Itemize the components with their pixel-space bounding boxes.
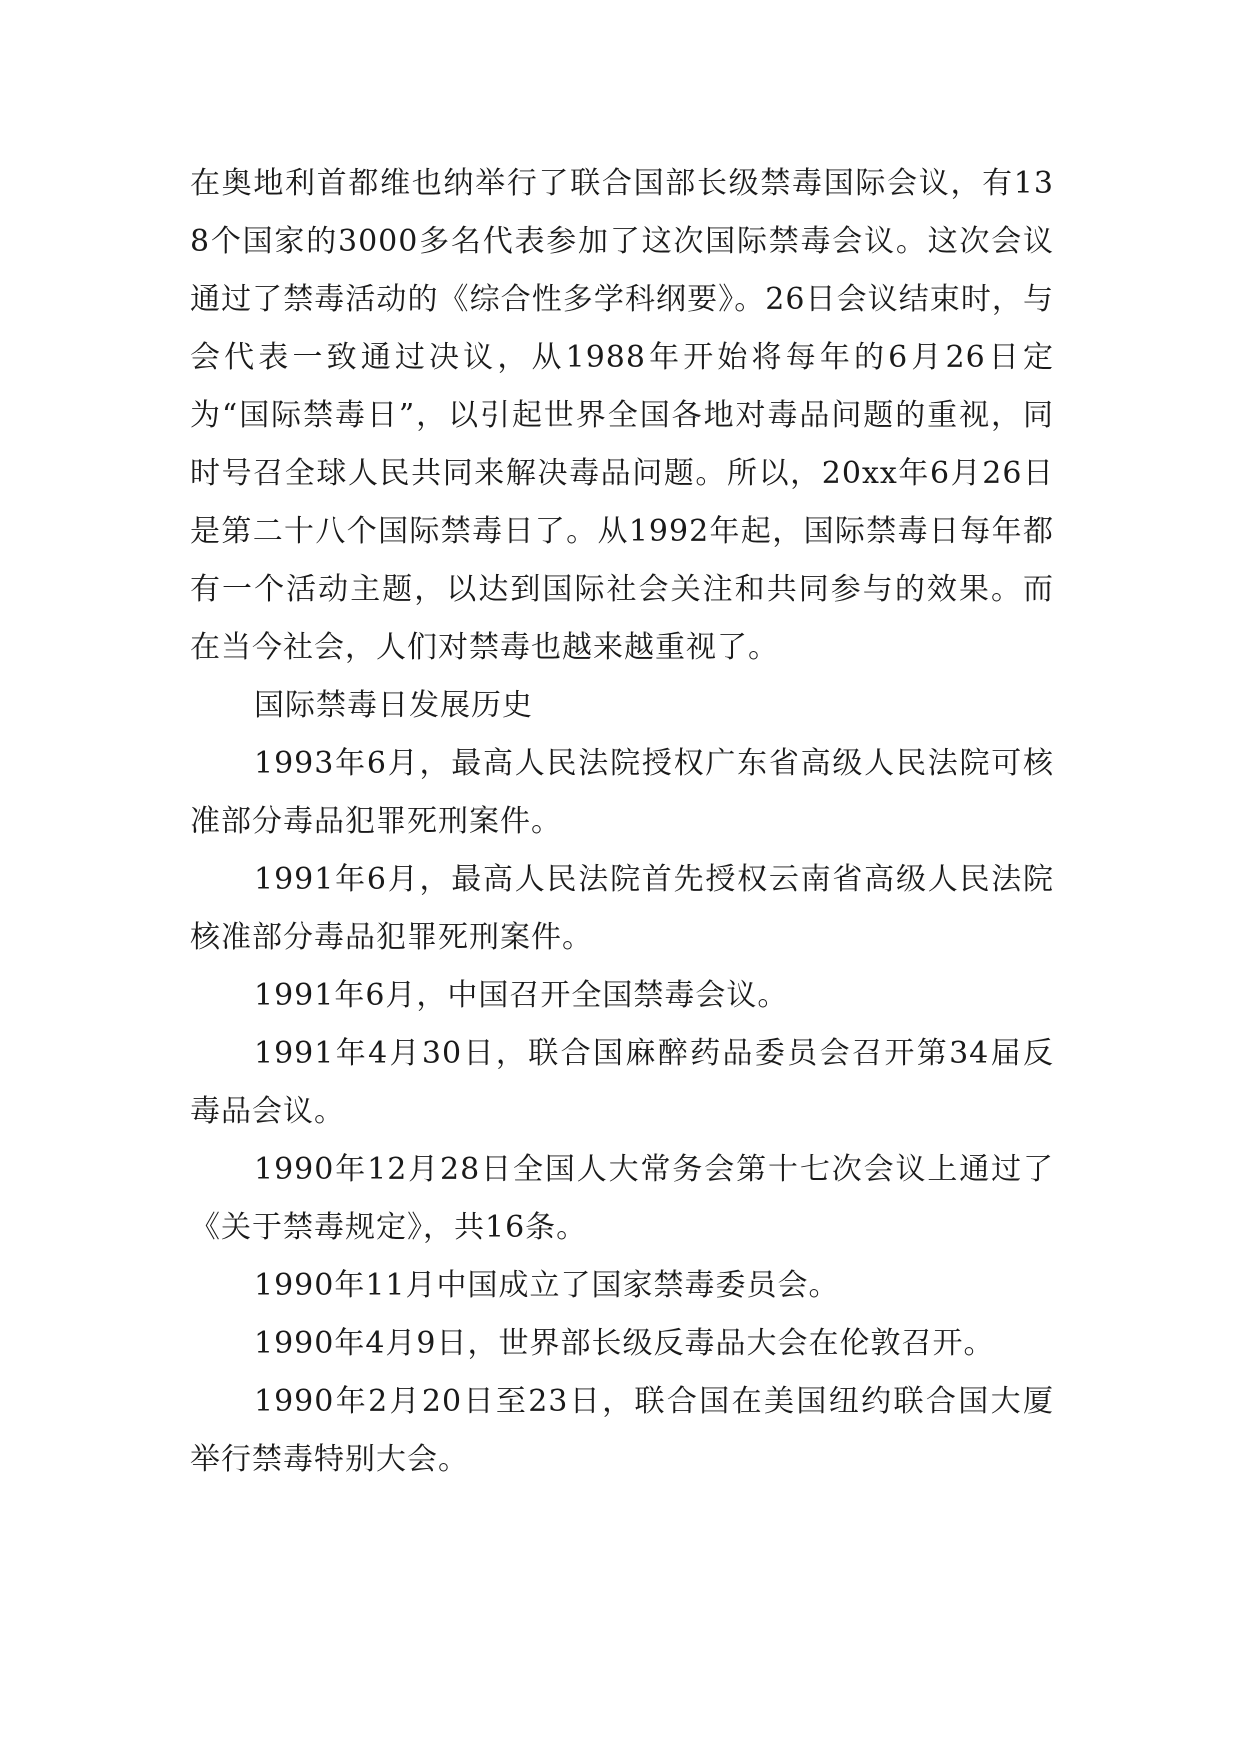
document-page xyxy=(190,155,1054,1489)
history-entry: 1990年12月28日全国人大常务会第十七次会议上通过了《关于禁毒规定》，共16条。 xyxy=(190,1152,1054,1245)
history-entry: 1990年11月中国成立了国家禁毒委员会。 xyxy=(254,1268,840,1303)
history-entry: 1990年4月9日，世界部长级反毒品大会在伦敦召开。 xyxy=(254,1326,995,1361)
paragraph-intro: 在奥地利首都维也纳举行了联合国部长级禁毒国际会议，有138个国家的3000多名代表参加了这次国际禁毒会议。这次会议通过了禁毒活动的《综合性多学科纲要》。26日会议结束时，与会代表一致通过决议，从1988年开始将每年的6月26日定为“国际禁毒日”，以引起世界全国各地对毒品问题的重视，同时号召全球人民共同来解决毒品问题。所以，20xx年6月26日是第二十八个国际禁毒日了。从1992年起，国际禁毒日每年都有一个活动主题，以达到国际社会关注和共同参与的效果。而在当今社会，人们对禁毒也越来越重视了。 xyxy=(190,166,1054,665)
history-entry: 1990年2月20日至23日，联合国在美国纽约联合国大厦举行禁毒特别大会。 xyxy=(190,1384,1054,1477)
history-entry: 1991年6月，中国召开全国禁毒会议。 xyxy=(254,978,789,1013)
history-entry: 1991年6月，最高人民法院首先授权云南省高级人民法院核准部分毒品犯罪死刑案件。 xyxy=(190,862,1054,955)
history-entry: 1993年6月，最高人民法院授权广东省高级人民法院可核准部分毒品犯罪死刑案件。 xyxy=(190,746,1054,839)
history-entry: 1991年4月30日，联合国麻醉药品委员会召开第34届反毒品会议。 xyxy=(190,1036,1054,1129)
section-heading: 国际禁毒日发展历史 xyxy=(254,688,533,723)
